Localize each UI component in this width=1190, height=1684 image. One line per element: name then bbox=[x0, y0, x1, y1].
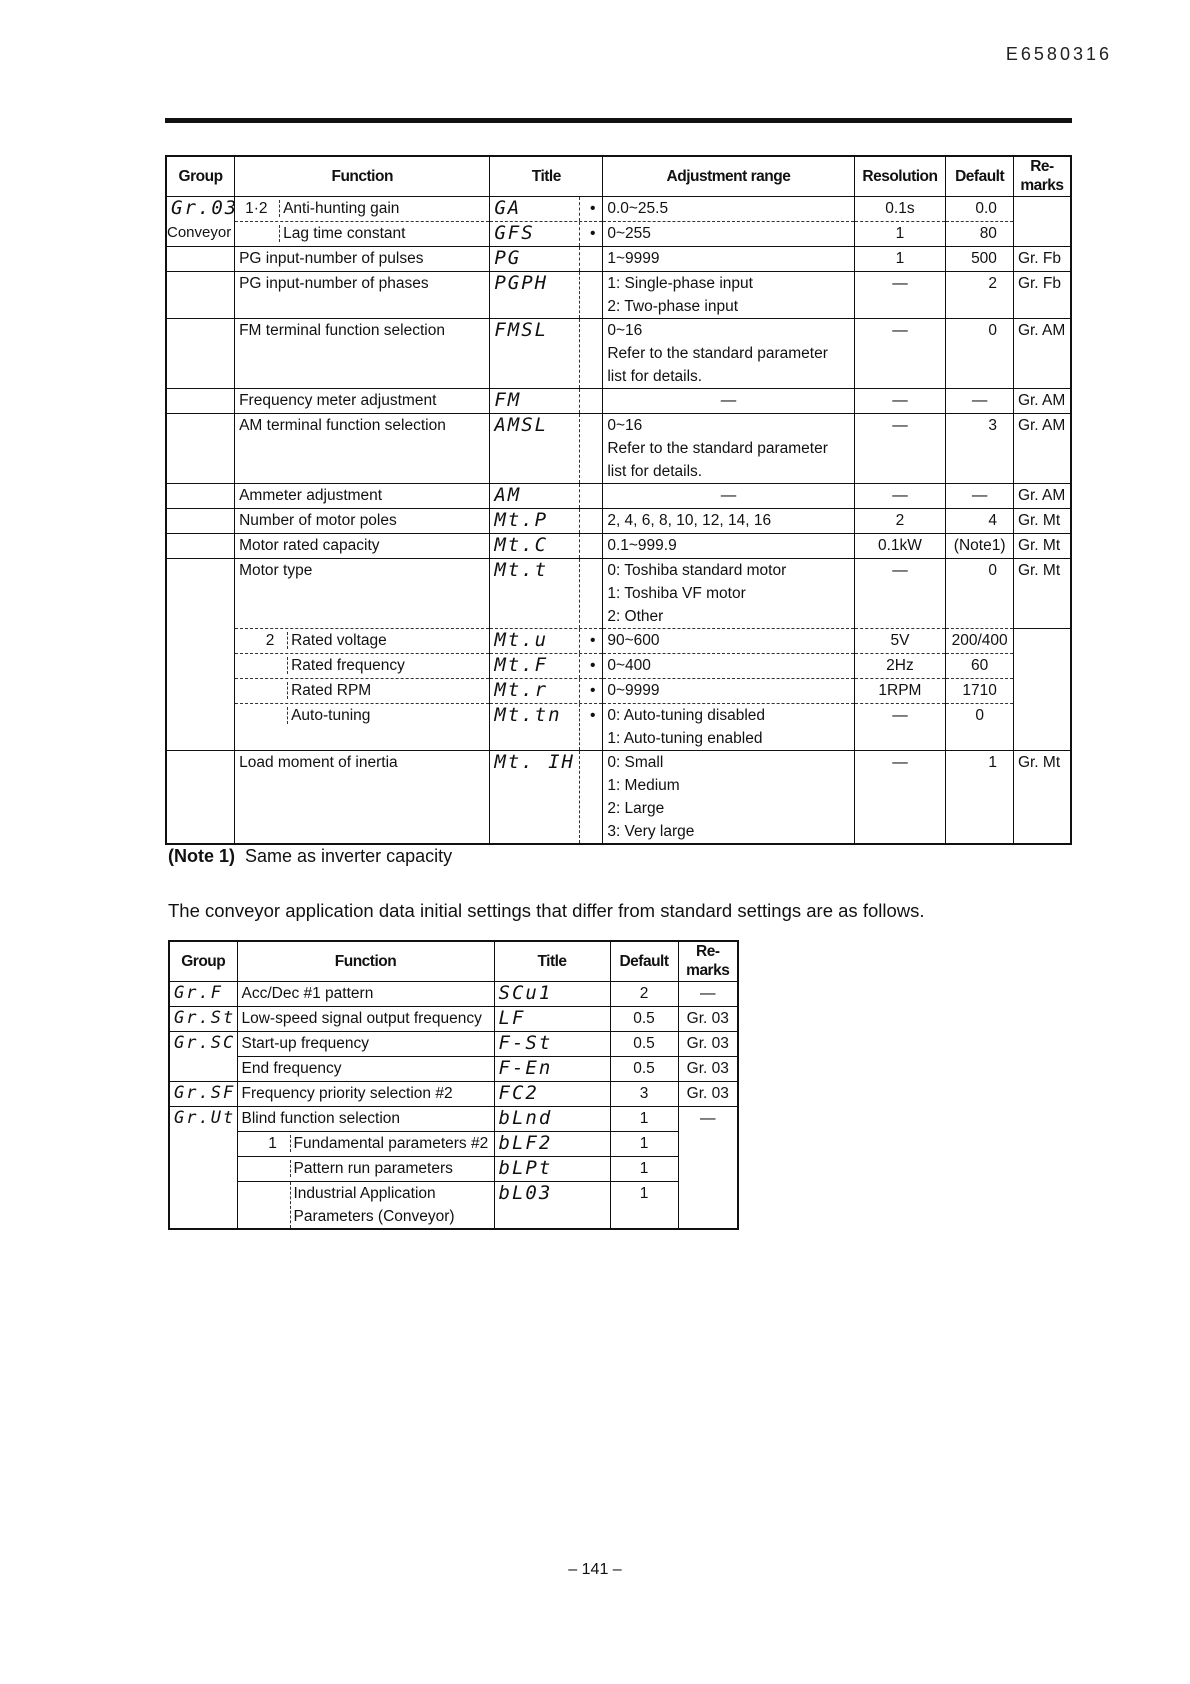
group-cell bbox=[166, 653, 235, 678]
table-row bbox=[169, 1106, 738, 1131]
range-cell bbox=[603, 318, 854, 388]
parameter-title: GA bbox=[494, 196, 522, 219]
function-cell: Auto-tuning bbox=[235, 703, 490, 750]
remarks-cell: Gr. 03 bbox=[678, 1031, 738, 1056]
default-cell: 3 bbox=[610, 1081, 678, 1106]
remarks-cell: Gr. AM bbox=[1013, 388, 1071, 413]
function-cell: Ammeter adjustment bbox=[235, 483, 490, 508]
resolution-cell: 0.1s bbox=[854, 196, 946, 221]
dot-mark: • bbox=[590, 681, 596, 699]
resolution-cell: — bbox=[854, 750, 946, 844]
dot-mark: • bbox=[590, 656, 596, 674]
remarks-cell: Gr. AM bbox=[1013, 483, 1071, 508]
range-line: 1: Auto-tuning enabled bbox=[607, 729, 763, 747]
resolution-cell: — bbox=[854, 558, 946, 628]
group-cell bbox=[166, 703, 235, 750]
range-line: Refer to the standard parameter bbox=[607, 344, 828, 362]
parameter-title: LF bbox=[498, 1006, 526, 1029]
group-cell bbox=[169, 1131, 237, 1156]
group-cell bbox=[169, 1156, 237, 1181]
title-cell bbox=[490, 678, 603, 703]
parameter-title: AMSL bbox=[494, 413, 549, 436]
default-cell: 1 bbox=[610, 1106, 678, 1131]
default-cell: 1 bbox=[610, 1131, 678, 1156]
range-cell: 0~255 bbox=[603, 221, 854, 246]
title-cell bbox=[490, 271, 603, 318]
dot-mark: • bbox=[590, 706, 596, 724]
title-cell bbox=[490, 750, 603, 844]
table-row bbox=[166, 508, 1071, 533]
function-cell: 1 Fundamental parameters #2 bbox=[237, 1131, 494, 1156]
range-line: 1: Single-phase input bbox=[607, 274, 753, 292]
table-row bbox=[166, 246, 1071, 271]
function-cell bbox=[237, 1181, 494, 1229]
parameter-title: GFS bbox=[494, 221, 535, 244]
function-cell: Acc/Dec #1 pattern bbox=[237, 981, 494, 1006]
function-cell: Motor rated capacity bbox=[235, 533, 490, 558]
group-cell bbox=[166, 388, 235, 413]
note-1: (Note 1) Same as inverter capacity bbox=[168, 846, 453, 866]
group-cell: Gr.F bbox=[169, 981, 237, 1006]
title-cell bbox=[490, 558, 603, 628]
title-cell bbox=[494, 981, 610, 1006]
default-cell: 3 bbox=[946, 413, 1014, 483]
function-cell: Low-speed signal output frequency bbox=[237, 1006, 494, 1031]
remarks-cell bbox=[678, 1131, 738, 1156]
remarks-cell bbox=[678, 1156, 738, 1181]
table-row bbox=[169, 1131, 738, 1156]
remarks-cell bbox=[1013, 678, 1071, 703]
parameter-title: PGPH bbox=[494, 271, 549, 294]
default-cell: — bbox=[946, 388, 1014, 413]
title-cell bbox=[494, 1056, 610, 1081]
range-cell bbox=[603, 558, 854, 628]
range-cell: 0.0~25.5 bbox=[603, 196, 854, 221]
parameter-title: bL03 bbox=[498, 1181, 553, 1204]
group-cell bbox=[166, 678, 235, 703]
default-cell: 0 bbox=[946, 703, 1014, 750]
group-cell bbox=[166, 413, 235, 483]
function-cell: Rated frequency bbox=[235, 653, 490, 678]
default-cell: 60 bbox=[946, 653, 1014, 678]
remarks-cell: Gr. AM bbox=[1013, 413, 1071, 483]
parameter-title: Mt.P bbox=[494, 508, 549, 531]
function-cell: 1·2 Anti-hunting gain bbox=[235, 196, 490, 221]
group-cell bbox=[166, 508, 235, 533]
table-row bbox=[169, 1156, 738, 1181]
conv-header-function: Function bbox=[237, 941, 494, 981]
range-cell bbox=[603, 750, 854, 844]
range-cell bbox=[603, 271, 854, 318]
remarks-cell: — bbox=[678, 1106, 738, 1131]
resolution-cell: — bbox=[854, 388, 946, 413]
group-cell bbox=[166, 318, 235, 388]
sub-index: 2 bbox=[265, 631, 275, 649]
parameter-title: FMSL bbox=[494, 318, 549, 341]
function-cell: Start-up frequency bbox=[237, 1031, 494, 1056]
page-number: – 141 – bbox=[568, 1561, 622, 1578]
header-group: Group bbox=[166, 156, 235, 196]
remarks-cell bbox=[1013, 196, 1071, 221]
resolution-cell: 2Hz bbox=[854, 653, 946, 678]
title-cell bbox=[494, 1006, 610, 1031]
remarks-cell bbox=[1013, 703, 1071, 750]
conveyor-parameter-table bbox=[165, 155, 1072, 845]
table-row bbox=[166, 628, 1071, 653]
range-line: 0: Small bbox=[607, 753, 664, 771]
group-cell: Gr.SF bbox=[169, 1081, 237, 1106]
range-line: Refer to the standard parameter bbox=[607, 439, 828, 457]
group-cell bbox=[166, 271, 235, 318]
title-cell bbox=[490, 483, 603, 508]
parameter-title: Mt.F bbox=[494, 653, 549, 676]
range-cell: — bbox=[603, 483, 854, 508]
top-rule bbox=[165, 118, 1072, 123]
function-cell: Frequency meter adjustment bbox=[235, 388, 490, 413]
range-line: 2: Two-phase input bbox=[607, 297, 739, 315]
title-cell bbox=[494, 1031, 610, 1056]
parameter-title: AM bbox=[494, 483, 522, 506]
table-row bbox=[169, 981, 738, 1006]
title-cell bbox=[490, 508, 603, 533]
table-row bbox=[166, 196, 1071, 221]
title-cell bbox=[490, 703, 603, 750]
table-row bbox=[166, 703, 1071, 750]
default-cell: 2 bbox=[610, 981, 678, 1006]
function-cell: FM terminal function selection bbox=[235, 318, 490, 388]
conv-header-title: Title bbox=[494, 941, 610, 981]
document-code: E6580316 bbox=[1005, 44, 1112, 64]
range-line: 2: Other bbox=[607, 607, 664, 625]
default-cell: 0.5 bbox=[610, 1006, 678, 1031]
remarks-cell: Gr. Mt bbox=[1013, 508, 1071, 533]
group-cell bbox=[169, 1181, 237, 1229]
function-cell: AM terminal function selection bbox=[235, 413, 490, 483]
parameter-title: PG bbox=[494, 246, 522, 269]
default-cell: — bbox=[946, 483, 1014, 508]
group-cell bbox=[166, 558, 235, 628]
function-line: Parameters (Conveyor) bbox=[293, 1207, 455, 1225]
remarks-cell: — bbox=[678, 981, 738, 1006]
remarks-cell: Gr. Mt bbox=[1013, 750, 1071, 844]
range-cell: 2, 4, 6, 8, 10, 12, 14, 16 bbox=[603, 508, 854, 533]
title-cell bbox=[490, 653, 603, 678]
range-line: 1: Toshiba VF motor bbox=[607, 584, 746, 602]
title-cell bbox=[490, 318, 603, 388]
parameter-title: Mt.t bbox=[494, 558, 549, 581]
parameter-title: FM bbox=[494, 388, 522, 411]
dot-mark: • bbox=[590, 199, 596, 217]
function-cell: End frequency bbox=[237, 1056, 494, 1081]
function-cell: Load moment of inertia bbox=[235, 750, 490, 844]
remarks-cell: Gr. Mt bbox=[1013, 533, 1071, 558]
function-cell: Number of motor poles bbox=[235, 508, 490, 533]
function-cell: 2 Rated voltage bbox=[235, 628, 490, 653]
remarks-cell bbox=[1013, 628, 1071, 653]
remarks-cell: Gr. Mt bbox=[1013, 558, 1071, 628]
group-cell: Gr.St bbox=[169, 1006, 237, 1031]
function-cell: Frequency priority selection #2 bbox=[237, 1081, 494, 1106]
range-line: list for details. bbox=[607, 462, 703, 480]
group-cell bbox=[166, 628, 235, 653]
default-cell: 4 bbox=[946, 508, 1014, 533]
parameter-title: FC2 bbox=[498, 1081, 539, 1104]
dot-mark: • bbox=[590, 631, 596, 649]
range-line: 0~16 bbox=[607, 321, 643, 339]
group-cell bbox=[166, 533, 235, 558]
range-line: 0: Auto-tuning disabled bbox=[607, 706, 766, 724]
parameter-title: bLPt bbox=[498, 1156, 553, 1179]
resolution-cell: 5V bbox=[854, 628, 946, 653]
default-cell: 1 bbox=[610, 1156, 678, 1181]
title-cell bbox=[490, 221, 603, 246]
title-cell bbox=[494, 1181, 610, 1229]
parameter-title: Mt.u bbox=[494, 628, 549, 651]
remarks-cell: Gr. 03 bbox=[678, 1056, 738, 1081]
range-line: 3: Very large bbox=[607, 822, 695, 840]
default-cell: 1 bbox=[946, 750, 1014, 844]
parameter-title: bLnd bbox=[498, 1106, 553, 1129]
header-adjustment-range: Adjustment range bbox=[603, 156, 854, 196]
group-cell bbox=[166, 750, 235, 844]
resolution-cell: 1RPM bbox=[854, 678, 946, 703]
parameter-title: SCu1 bbox=[498, 981, 553, 1004]
header-remarks: Re- marks bbox=[1013, 156, 1071, 196]
function-cell: Rated RPM bbox=[235, 678, 490, 703]
parameter-title: Mt. IH bbox=[494, 750, 575, 773]
function-cell: Lag time constant bbox=[235, 221, 490, 246]
resolution-cell: — bbox=[854, 318, 946, 388]
default-cell: 0 bbox=[946, 558, 1014, 628]
function-cell: Pattern run parameters bbox=[237, 1156, 494, 1181]
remarks-cell bbox=[1013, 221, 1071, 246]
range-line: 2: Large bbox=[607, 799, 665, 817]
default-cell: 0.5 bbox=[610, 1056, 678, 1081]
title-cell bbox=[494, 1106, 610, 1131]
function-cell: Blind function selection bbox=[237, 1106, 494, 1131]
default-cell: 0.5 bbox=[610, 1031, 678, 1056]
title-cell bbox=[490, 246, 603, 271]
remarks-cell: Gr. Fb bbox=[1013, 246, 1071, 271]
range-cell bbox=[603, 703, 854, 750]
group-name: Conveyor bbox=[167, 224, 232, 241]
default-cell: 1710 bbox=[946, 678, 1014, 703]
table-row bbox=[166, 558, 1071, 628]
default-cell: 1 bbox=[610, 1181, 678, 1229]
remarks-cell: Gr. AM bbox=[1013, 318, 1071, 388]
group-cell bbox=[166, 196, 239, 221]
remarks-cell bbox=[1013, 653, 1071, 678]
table-row bbox=[166, 750, 1071, 844]
group-cell: Gr.SC bbox=[169, 1031, 237, 1056]
title-cell bbox=[494, 1131, 610, 1156]
header-title: Title bbox=[490, 156, 603, 196]
range-line: 0~16 bbox=[607, 416, 643, 434]
range-cell: 0.1~999.9 bbox=[603, 533, 854, 558]
range-cell: 90~600 bbox=[603, 628, 854, 653]
table-row bbox=[166, 388, 1071, 413]
resolution-cell: — bbox=[854, 271, 946, 318]
default-cell: 200/400 bbox=[946, 628, 1014, 653]
default-cell: 0.0 bbox=[946, 196, 1014, 221]
group-cell bbox=[166, 246, 235, 271]
range-line: list for details. bbox=[607, 367, 703, 385]
table-row bbox=[166, 653, 1071, 678]
range-cell: 1~9999 bbox=[603, 246, 854, 271]
resolution-cell: — bbox=[854, 413, 946, 483]
default-cell: 0 bbox=[946, 318, 1014, 388]
default-cell: 2 bbox=[946, 271, 1014, 318]
default-cell: (Note1) bbox=[946, 533, 1014, 558]
range-cell: 0~9999 bbox=[603, 678, 854, 703]
resolution-cell: 0.1kW bbox=[854, 533, 946, 558]
title-cell bbox=[490, 413, 603, 483]
default-cell: 80 bbox=[946, 221, 1014, 246]
table-row bbox=[169, 1181, 738, 1229]
title-cell bbox=[494, 1156, 610, 1181]
resolution-cell: — bbox=[854, 483, 946, 508]
group-cell bbox=[166, 221, 235, 246]
function-cell: PG input-number of phases bbox=[235, 271, 490, 318]
default-cell: 500 bbox=[946, 246, 1014, 271]
group-cell bbox=[169, 1056, 237, 1081]
function-cell: PG input-number of pulses bbox=[235, 246, 490, 271]
table-row bbox=[166, 483, 1071, 508]
range-cell: — bbox=[603, 388, 854, 413]
parameter-title: F-En bbox=[498, 1056, 553, 1079]
resolution-cell: 2 bbox=[854, 508, 946, 533]
range-cell bbox=[603, 413, 854, 483]
remarks-cell: Gr. 03 bbox=[678, 1081, 738, 1106]
table-row bbox=[169, 1056, 738, 1081]
table-row bbox=[169, 1031, 738, 1056]
parameter-title: bLF2 bbox=[498, 1131, 553, 1154]
table-row bbox=[166, 271, 1071, 318]
header-default: Default bbox=[946, 156, 1014, 196]
group-cell bbox=[166, 483, 235, 508]
title-cell bbox=[490, 388, 603, 413]
parameter-title: Mt.tn bbox=[494, 703, 562, 726]
range-cell: 0~400 bbox=[603, 653, 854, 678]
conv-header-default: Default bbox=[610, 941, 678, 981]
title-cell bbox=[490, 533, 603, 558]
table-row bbox=[169, 1006, 738, 1031]
header-function: Function bbox=[235, 156, 490, 196]
remarks-cell: Gr. Fb bbox=[1013, 271, 1071, 318]
sub-index: 1·2 bbox=[245, 199, 268, 217]
table-row bbox=[166, 678, 1071, 703]
header-resolution: Resolution bbox=[854, 156, 946, 196]
title-cell bbox=[490, 628, 603, 653]
table-row bbox=[166, 533, 1071, 558]
remarks-cell bbox=[678, 1181, 738, 1229]
parameter-title: Mt.C bbox=[494, 533, 549, 556]
group-code: Gr.03 bbox=[171, 196, 239, 219]
table-row bbox=[166, 318, 1071, 388]
table-row bbox=[166, 221, 1071, 246]
parameter-title: F-St bbox=[498, 1031, 553, 1054]
function-cell: Motor type bbox=[235, 558, 490, 628]
resolution-cell: 1 bbox=[854, 246, 946, 271]
title-cell bbox=[494, 1081, 610, 1106]
table-row bbox=[166, 413, 1071, 483]
parameter-title: Mt.r bbox=[494, 678, 549, 701]
conveyor-initial-settings-table bbox=[168, 940, 739, 1230]
group-cell: Gr.Ut bbox=[169, 1106, 237, 1131]
dot-mark: • bbox=[590, 224, 596, 242]
range-line: 0: Toshiba standard motor bbox=[607, 561, 787, 579]
title-cell bbox=[490, 196, 603, 221]
resolution-cell: 1 bbox=[854, 221, 946, 246]
function-line: Industrial Application bbox=[293, 1184, 436, 1202]
conv-header-group: Group bbox=[169, 941, 237, 981]
conv-header-remarks: Re- marks bbox=[678, 941, 738, 981]
table-row bbox=[169, 1081, 738, 1106]
sub-index: 1 bbox=[268, 1134, 277, 1152]
range-line: 1: Medium bbox=[607, 776, 680, 794]
remarks-cell: Gr. 03 bbox=[678, 1006, 738, 1031]
intro-text: The conveyor application data initial settings that differ from standard settings are as follows. bbox=[168, 900, 925, 921]
resolution-cell: — bbox=[854, 703, 946, 750]
